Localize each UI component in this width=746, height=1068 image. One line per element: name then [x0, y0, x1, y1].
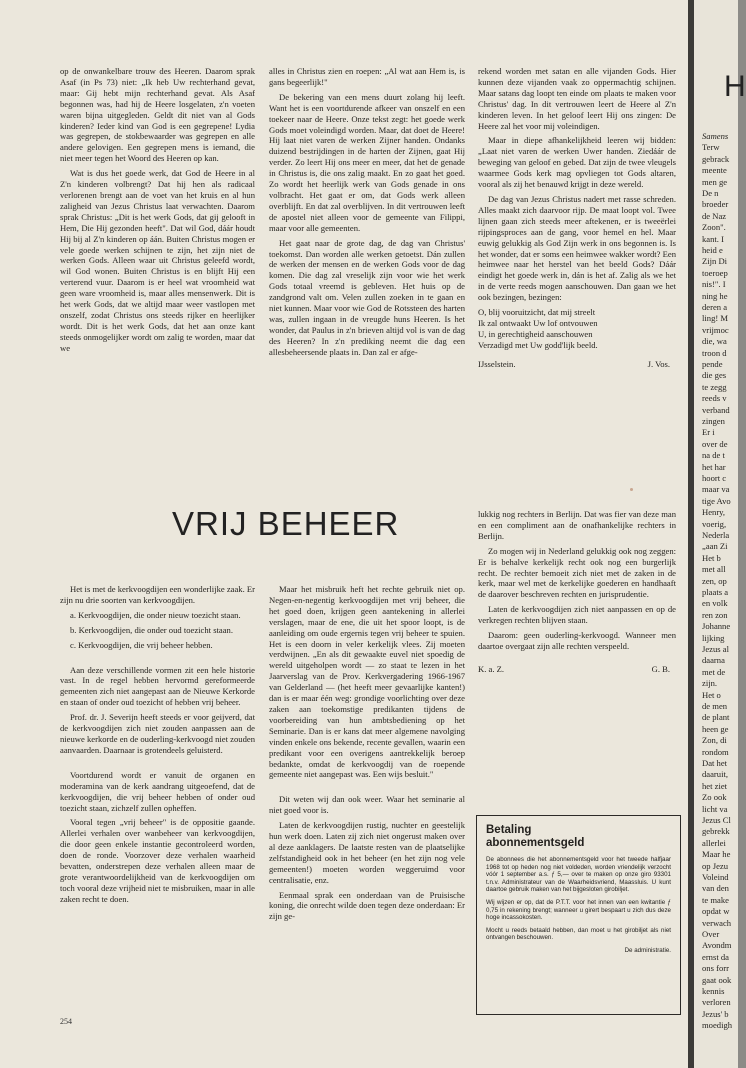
- paragraph: Zo mogen wij in Nederland gelukkig ook nog zeggen: Er is behalve kerkelijk recht ook nog een burgerlijk recht. De rechter bemoeit zich niet met de zaken in de kerk, maar wel met de kerkelijke goederen en handhaaft de daarover beschreven rechten en jurisprudentie.: [478, 545, 676, 600]
- poem: [478, 307, 676, 351]
- next-page-line: reeds v: [702, 393, 727, 404]
- next-page-line: meente: [702, 165, 727, 176]
- notice-paragraph: Wij wijzen er op, dat de P.T.T. voor het innen van een kwitantie ƒ 0,75 in rekening brengt; wanneer u girert bespaart u zich dus deze hoge incassokosten.: [486, 898, 671, 922]
- notice-body: [486, 856, 671, 942]
- next-page-line: Zon, di: [702, 735, 727, 746]
- next-page-line: die, wa: [702, 336, 727, 347]
- next-page-line: licht va: [702, 803, 728, 814]
- paragraph: Wat is dus het goede werk, dat God de Heere in al Z'n kinderen volbrengt? Dat hij hen als radicaal verlorenen brengt aan de voet van het kruis en al hun zaligheid van Jezus Christus laat verwachten. Daarom sprak Christus: „Dit is het werk Gods, dat gij gelooft in Hem, Die Hij gezonden heeft". Dat wil God, dáár houdt Hij bij al Z'n kinderen op áán. Buiten Christus mogen er vele goede werken schijnen te zijn, het zijn niet de werken Gods. Alleen waar uit Christus geleefd wordt, wil God wonen. Buiten Christus is en blijft Hij een verterend vuur. Daarom is er heel wat vroomheid wat geen ware vroomheid is, maar alles mensenwerk. Dit is het werk Gods, dat we altijd maar weer vastlopen met onszelf, zodat Christus ons steeds rijker en heerlijker wordt. Dit is het werk Gods, dat het aan onze kant steeds onmogelijker wordt om zalig te worden, maar dat we: [60, 168, 255, 353]
- next-page-line: daaruit,: [702, 769, 729, 780]
- next-page-line: te zegg: [702, 381, 727, 392]
- next-page-line: Johanne: [702, 621, 731, 632]
- initials-left: K. a. Z.: [478, 663, 505, 674]
- next-page-line: heid e: [702, 245, 723, 255]
- next-page-heading-letter: H: [724, 70, 746, 103]
- paragraph: Vooral tegen „vrij beheer" is de oppositie gaande. Allerlei verhalen over wanbeheer van kerkvoogdijen, die door geen enkele instantie gecontroleerd worden, doen de ronde. Voorzover deze verhalen waarheid bevatten, onderstrepen deze verhalen alleen maar de grote verantwoordelijkheid van de kerkvoogdijen om toch vooral deze vrijheid niet te misbruiken, maar in alle zaken recht te doen.: [60, 817, 255, 904]
- next-page-line: allerlei: [702, 837, 726, 848]
- next-page-line: ling! M: [702, 313, 729, 324]
- next-page-line: voerig,: [702, 518, 727, 529]
- article1-column-3: [478, 66, 676, 486]
- next-page-line: daarna: [702, 655, 725, 666]
- next-page-line: troon d: [702, 347, 727, 358]
- next-page-line: Nederla: [702, 530, 730, 540]
- poem-line: Verzadigd met Uw godd'lijk beeld.: [478, 339, 598, 350]
- next-page-line: Voleind: [702, 872, 729, 882]
- author: J. Vos.: [647, 358, 670, 369]
- next-page-line: rondom: [702, 746, 729, 757]
- notice-title: [486, 824, 671, 850]
- notice-paragraph: De abonnees die het abonnementsgeld voor het tweede halfjaar 1968 tot op heden nog niet voldeden, worden vriendelijk verzocht vóór 1 september a.s. ƒ 5,— over te maken op onze giro 93301 t.n.v. Administrateur van de Waarheidsvriend, Maassluis. U kunt daartoe gebruik maken van het bijgesloten girobiljet.: [486, 856, 671, 894]
- paragraph: rekend worden met satan en alle vijanden Gods. Hier kunnen deze vijanden vaak zo oppermachtig schijnen. Maar satans dag loopt ten einde om plaats te maken voor Christus' dag. In dit vertrouwen leert de Heere al Z'n kinderen leven. In het geloof leert Hij ons zingen: De Heere zal het voor mij voleindigen.: [478, 66, 676, 131]
- next-page-line: zingen: [702, 416, 725, 426]
- paragraph: Maar het misbruik heft het rechte gebruik niet op. Negen-en-negentig kerkvoogdijen met vrij beheer, die het goed doen, krijgen geen aantekening in allerlei verslagen, maar de ene, die uit het spoor loopt, is de aanleiding om oude ergernis tegen vrij beheer te spuien. Het is een doorn in veler kerkelijk vlees. Zij moeten verdwijnen. „En als dit gewaakte euvel niet spoedig de wereld uitgeholpen wordt — zo staat te lezen in het Jaarverslag van de Prov. Kerkvergadering 1966-1967 van Gelderland — (het heeft meer gevaarlijke kanten!) dan is er maar één weg: grondige voorlichting over deze zaken aan toekomstige predikanten tijdens de voorbereiding van hun ambtsbediening op het Seminarie. Dan is er kans dat meer algemene navolging vinden enkele ons bekende, recente gevallen, waarin een predikant voor een overigens aantrekkelijk beroep bedankte, omdat de kerkvoogdij van de roepende gemeente niet aangepast was. Een wijs besluit.": [269, 584, 465, 780]
- next-page-line: Jezus Cl: [702, 815, 731, 825]
- next-page-line: ernst da: [702, 951, 729, 962]
- next-page-line: lijking: [702, 632, 725, 643]
- place: IJsselstein.: [478, 358, 516, 369]
- next-page-line: Over: [702, 929, 720, 939]
- next-page-line: De n: [702, 188, 719, 198]
- next-page-line: heen ge: [702, 723, 729, 734]
- paragraph: De dag van Jezus Christus nadert met rasse schreden. Alles maakt zich daarvoor rijp. De maat loopt vol. Twee lijnen gaan zich steeds meer aftekenen, er is tweeërlei rijpingsproces aan de gang, voor hemel en hel. Maar euwig gelukkig als God Zijn werk in ons begonnen is. Is het wonder, dat er soms een heimwee wakker wordt? Een heimwee naar het herstel van het beeld Gods? Dáár eindigt het goede werk in, dán is het af. Zalig als we het in de verte reeds mogen aanschouwen. Dan gaan we het ook bezingen, bezingen:: [478, 193, 676, 303]
- article2-signature: [478, 664, 676, 675]
- article1-column-1: [60, 66, 255, 478]
- next-page-line: Zijn Di: [702, 256, 728, 267]
- notice-signature: De administratie.: [624, 946, 671, 954]
- next-page-line: na de t: [702, 450, 725, 461]
- next-page-line: Avondm: [702, 940, 732, 951]
- page-number: 254: [60, 1017, 72, 1026]
- next-page-line: die ges: [702, 370, 727, 381]
- next-page-line: broeder: [702, 199, 729, 210]
- ink-dot: [630, 488, 633, 491]
- next-page-line: gebrack: [702, 153, 730, 164]
- notice-paragraph: Mocht u reeds betaald hebben, dan moet u het girobiljet als niet ontvangen beschouwen.: [486, 926, 671, 942]
- article-title: VRIJ BEHEER: [172, 505, 400, 542]
- next-page-line: gebrekk: [702, 826, 730, 837]
- paragraph: Dit weten wij dan ook weer. Waar het seminarie al niet goed voor is.: [269, 794, 465, 816]
- paragraph: lukkig nog rechters in Berlijn. Dat was fier van deze man en een compliment aan de onafhankelijke rechters in Berlijn.: [478, 509, 676, 541]
- next-page-line: verwach: [702, 917, 732, 928]
- next-page-line: de plant: [702, 712, 730, 723]
- next-page-line: Zoon".: [702, 222, 726, 233]
- next-page-line: Maar he: [702, 849, 731, 860]
- next-page-line: de men: [702, 701, 728, 711]
- poem-line: Ik zal ontwaakt Uw lof ontvouwen: [478, 317, 598, 328]
- next-page-line: verband: [702, 404, 730, 415]
- payment-notice-box: [476, 815, 681, 1015]
- next-page-line: nis!". I: [702, 279, 726, 290]
- notice-title-line: abonnementsgeld: [486, 837, 585, 849]
- next-page-line: deren a: [702, 302, 728, 312]
- next-page-line: het ziet: [702, 780, 728, 791]
- next-page-line: ons forr: [702, 963, 729, 974]
- next-page-line: Terw: [702, 142, 720, 153]
- next-page-line: van den: [702, 883, 729, 894]
- next-page-edge: [694, 0, 746, 1068]
- next-page-line: verloren: [702, 997, 731, 1008]
- paragraph: Maar in diepe afhankelijkheid leeren wij bidden: „Laat niet varen de werken Uwer handen. Ziedáár de beweging van geloof en gebed. Dat zijn de twee vleugels waarmee Gods kerk mag opvliegen tot Gods altaren, vooral als zij het benauwd krijgt in deze wereld.: [478, 135, 676, 190]
- paragraph: Aan deze verschillende vormen zit een hele historie vast. In de regel hebben hervormd gereformeerde gemeenten zich niet aangepast aan de Nieuwe Kerkorde en staan of onder oud toezicht of hebben vrij beheer.: [60, 664, 255, 708]
- next-page-line: ning he: [702, 290, 728, 301]
- paragraph: Prof. dr. J. Severijn heeft steeds er voor geijverd, dat de kerkvoogdijen zich niet zouden aanpassen aan de nieuwe kerkorde en de ouderling-kerkvoogd niet zouden aanvaarden. Daarnaar is grotendeels geluisterd.: [60, 712, 255, 755]
- article2-column-2: [269, 584, 465, 1014]
- paragraph: De bekering van een mens duurt zolang hij leeft. Want het is een voortdurende afkeer van onszelf en een toekeer naar de Heere. Onze tekst zegt: het goede werk Gods moet voleindigd worden. Maar, dat doet de Heere! Hij laat niet varen de werken Zijner handen. Ondanks duizend bestrijdingen in de harten der Zijnen, gaat Hij verder. Zo leert Hij ons meer en meer, dat het de genade in Christus is, die ons zalig maakt. En zo gaat het goed. Zo wordt het heerlijk werk van Gods genade in ons volbracht. Het gaat er om, dat Gods werk alleen overblijft. En dat zal overblijven. In dit vertrouwen leeft de apostel niet alleen voor de gemeente van Filippi, maar voor alle gemeenten.: [269, 91, 465, 233]
- next-page-line: Samens: [702, 131, 729, 141]
- next-page-line: de Naz: [702, 210, 727, 221]
- paragraph: op de onwankelbare trouw des Heeren. Daarom sprak Asaf (in Ps 73) niet: „Ik heb Uw rechterhand gevat, maar: Gij hebt mijn rechterhand gevat. Als Asaf begonnen was, had hij de Heere losgelaten, z'n voeten waren bijna uitgegleden. Geldt dit niet van al Gods kinderen? Ieder kind van God is een gegrepene! Lydia was gegrepen, de stokbewaarder was gegrepen en alle andere gelovigen. Een gegrepen mens is iemand, die niet meer tegen het Woord des Heeren op kan.: [60, 66, 255, 164]
- next-page-line: Het b: [702, 552, 721, 563]
- next-page-line: gaat ook: [702, 974, 732, 985]
- next-page-line: met all: [702, 564, 726, 575]
- next-page-line: kant. I: [702, 233, 724, 244]
- article2-column-1: [60, 584, 255, 1014]
- next-page-line: toeroep: [702, 267, 728, 278]
- next-page-line: Jezus' b: [702, 1008, 729, 1019]
- next-page-line: en volk: [702, 598, 728, 609]
- next-page-line: moedigh: [702, 1020, 733, 1031]
- next-page-line: zijn.: [702, 678, 718, 689]
- article2-column-3: [478, 509, 676, 739]
- next-page-line: ren zon: [702, 609, 728, 620]
- paragraph: b. Kerkvoogdijen, die onder oud toezicht staan.: [70, 624, 233, 635]
- poem-line: U, in gerechtigheid aanschouwen: [478, 328, 593, 339]
- paragraph: a. Kerkvoogdijen, die onder nieuw toezicht staan.: [70, 609, 241, 620]
- paragraph: Laten de kerkvoogdijen zich niet aanpassen en op de verkregen rechten blijven staan.: [478, 604, 676, 626]
- next-page-line: maar va: [702, 484, 730, 495]
- paragraph: Laten de kerkvoogdijen rustig, nuchter en geestelijk hun werk doen. Laten zij zich niet ongerust maken over al deze aanklagers. De laatste resten van de plaatselijke zelfstandigheid ook in het beheer (en het zijn nog vele gemeenten!) moeten worden weggeruimd voor centralisatie, enz.: [269, 820, 465, 885]
- paragraph: Eenmaal sprak een onderdaan van de Pruisische koning, die onrecht wilde doen tegen deze onderdaan: Er zijn ge-: [269, 889, 465, 922]
- next-page-line: plaats a: [702, 587, 729, 597]
- next-page-line: over de: [702, 438, 728, 449]
- next-page-line: Zo ook: [702, 792, 727, 803]
- next-page-line: Er i: [702, 427, 715, 438]
- article1-column-2: [269, 66, 465, 478]
- next-page-line: hoort c: [702, 473, 727, 483]
- next-page-line: men ge: [702, 176, 728, 187]
- next-page-line: vrijmoc: [702, 324, 729, 335]
- next-page-line: Dat het: [702, 758, 728, 768]
- paragraph: Daarom: geen ouderling-kerkvoogd. Wanneer men daartoe overgaat zijn alle rechten verspeeld.: [478, 630, 676, 651]
- paragraph: Het gaat naar de grote dag, de dag van Christus' toekomst. Dan worden alle werken getoetst. Dán zullen de werken der mensen en de werken Gods voor de dag komen. Die dag zal vreselijk zijn voor wie het werk Gods totaal vreemd is gebleven. Het huis op de zandgrond valt om. Velen zullen zoeken in te gaan en niet kunnen. Maar voor wie God de Rotssteen des harten was, zullen ingaan in de vreugde huns Heeren. Is het wonder, dat Paulus in z'n brieven altijd vol is van de dag des Heeren? In z'n prediking neemt die dag een allesbeheersende plaats in. Dan zal er afge-: [269, 237, 465, 357]
- next-page-line: pende: [702, 359, 723, 369]
- poem-line: O, blij vooruitzicht, dat mij streelt: [478, 307, 596, 318]
- next-page-line: het har: [702, 461, 726, 472]
- article1-signature: [478, 359, 676, 370]
- next-page-line: opdat w: [702, 906, 730, 917]
- next-page-line: kennis: [702, 986, 725, 996]
- next-page-line: te make: [702, 894, 729, 905]
- next-page-line: Het o: [702, 689, 721, 700]
- next-page-line: Henry,: [702, 507, 726, 518]
- next-page-line: zen, op: [702, 575, 727, 586]
- next-page-line: Jezus al: [702, 644, 729, 654]
- paragraph: alles in Christus zien en roepen: „Al wat aan Hem is, is gans begeerlijk!": [269, 66, 465, 87]
- next-page-line: tige Avo: [702, 495, 731, 506]
- paragraph: c. Kerkvoogdijen, die vrij beheer hebben.: [70, 639, 213, 650]
- paragraph: Het is met de kerkvoogdijen een wonderlijke zaak. Er zijn nu drie soorten van kerkvoogdijen.: [60, 584, 255, 605]
- next-page-line: „aan Zi: [702, 541, 728, 552]
- initials-right: G. B.: [651, 663, 670, 674]
- paragraph: Voortdurend wordt er vanuit de organen en moderamina van de kerk aandrang uitgeoefend, dat de kerkvoogdijen, die vrij beheer hebben of onder oud toezicht staan, zichzelf zullen opheffen.: [60, 769, 255, 813]
- notice-title-line: Betaling: [486, 824, 532, 836]
- next-page-line: op Jezu: [702, 860, 729, 871]
- next-page-line: met de: [702, 666, 726, 677]
